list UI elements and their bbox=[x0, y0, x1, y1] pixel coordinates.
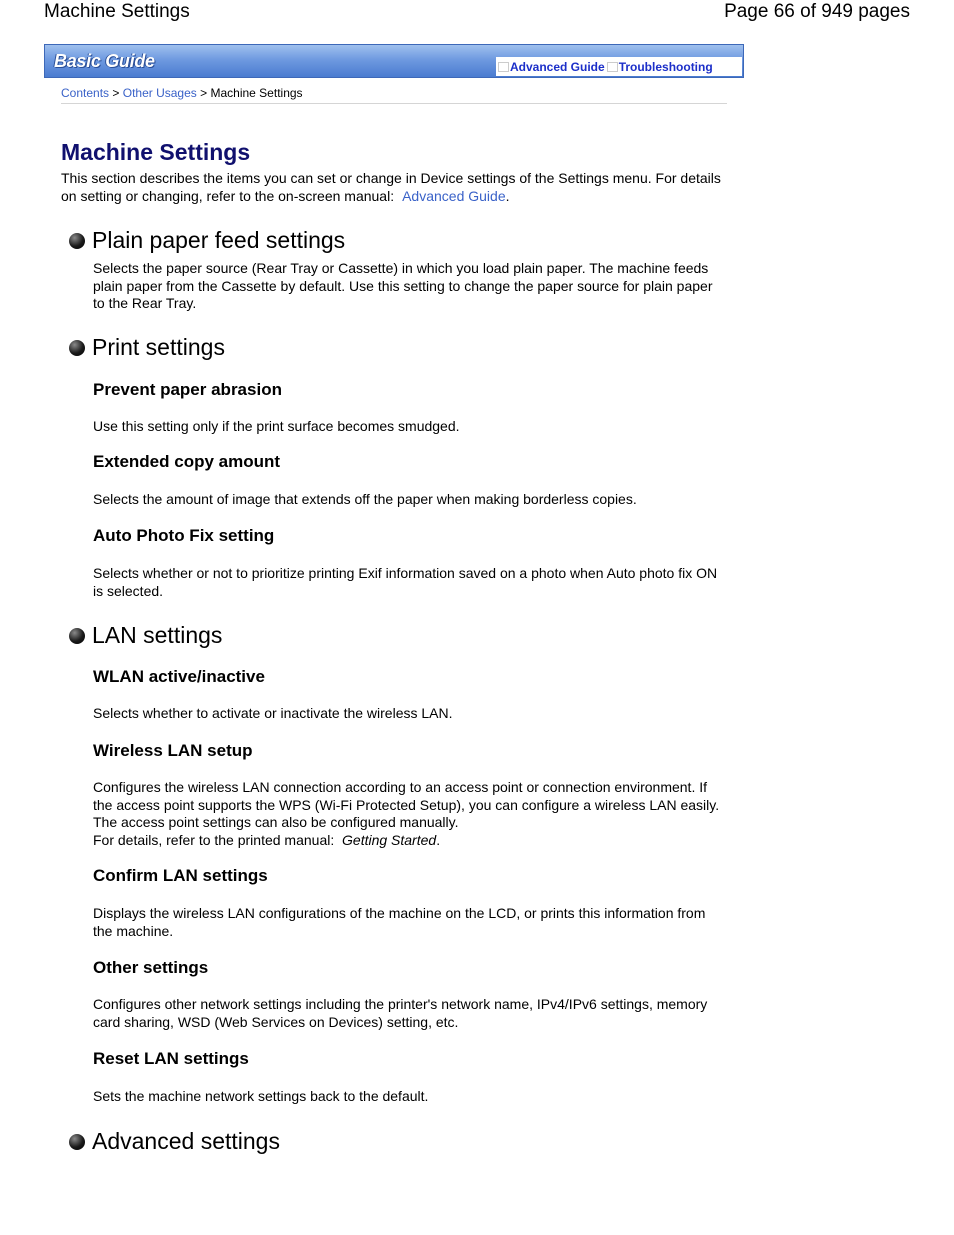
section-title: LAN settings bbox=[92, 622, 223, 648]
subsection-text-end: . bbox=[436, 831, 441, 848]
breadcrumb-current: Machine Settings bbox=[210, 86, 303, 100]
breadcrumb-separator: > bbox=[112, 86, 120, 100]
tab-advanced-guide-label: Advanced Guide bbox=[510, 59, 605, 74]
breadcrumb-contents-link[interactable]: Contents bbox=[61, 86, 110, 100]
subsection-text: Displays the wireless LAN configurations of the machine on the LCD, or prints this information from the machine. bbox=[93, 905, 706, 939]
subsection-text: Selects the amount of image that extends off the paper when making borderless copies. bbox=[93, 491, 637, 507]
intro-paragraph bbox=[61, 170, 721, 205]
bullet-icon bbox=[69, 628, 85, 644]
tab-icon bbox=[607, 62, 618, 72]
divider bbox=[61, 103, 727, 104]
breadcrumb-separator: > bbox=[200, 86, 208, 100]
breadcrumb-other-usages-link[interactable]: Other Usages bbox=[122, 86, 197, 100]
tab-icon bbox=[498, 62, 509, 72]
breadcrumb bbox=[61, 86, 303, 100]
subsection-text: Selects whether to activate or inactivate the wireless LAN. bbox=[93, 705, 453, 721]
subsection-text bbox=[93, 779, 727, 849]
intro-end: . bbox=[505, 187, 510, 204]
section-text: Selects the paper source (Rear Tray or Cassette) in which you load plain paper. The machine feeds plain paper from the Cassette by default. Use this setting to change the paper source for plain paper to the Rear Tray. bbox=[93, 260, 713, 311]
subsection-title: Prevent paper abrasion bbox=[93, 380, 282, 399]
subsection-title: Confirm LAN settings bbox=[93, 866, 268, 885]
subsection-title: Other settings bbox=[93, 958, 209, 977]
section-title: Advanced settings bbox=[92, 1128, 280, 1154]
subsection-title: WLAN active/inactive bbox=[93, 667, 265, 686]
document-title: Machine Settings bbox=[44, 1, 190, 22]
bullet-icon bbox=[69, 233, 85, 249]
subsection-text-main: Configures the wireless LAN connection according to an access point or connection environment. If the access point supports the WPS (Wi-Fi Protected Setup), you can configure a wireless LAN easily. The access point settings can also be configured manually. bbox=[93, 779, 720, 830]
advanced-guide-link[interactable]: Advanced Guide bbox=[402, 187, 506, 204]
basic-guide-logo: Basic Guide bbox=[54, 51, 155, 71]
page-header bbox=[0, 0, 954, 30]
subsection-title: Extended copy amount bbox=[93, 452, 281, 471]
subsection-title: Wireless LAN setup bbox=[93, 741, 253, 760]
section-heading bbox=[69, 622, 222, 649]
subsection-text-ref: For details, refer to the printed manual: bbox=[93, 831, 335, 848]
section-heading bbox=[69, 1128, 280, 1155]
page-count: Page 66 of 949 pages bbox=[724, 1, 910, 22]
subsection-title: Reset LAN settings bbox=[93, 1049, 249, 1068]
subsection-text: Sets the machine network settings back to the default. bbox=[93, 1088, 429, 1104]
section-title: Plain paper feed settings bbox=[92, 227, 346, 253]
guide-banner bbox=[44, 44, 744, 78]
bullet-icon bbox=[69, 1134, 85, 1150]
section-heading bbox=[69, 227, 345, 254]
manual-name: Getting Started bbox=[342, 831, 437, 848]
tab-troubleshooting[interactable] bbox=[607, 60, 713, 74]
tab-troubleshooting-label: Troubleshooting bbox=[618, 59, 713, 74]
intro-text: This section describes the items you can set or change in Device settings of the Settings menu. For details on setting or changing, refer to the on-screen manual: bbox=[61, 170, 721, 204]
page-title: Machine Settings bbox=[61, 139, 251, 165]
subsection-title: Auto Photo Fix setting bbox=[93, 526, 275, 545]
bullet-icon bbox=[69, 340, 85, 356]
subsection-text: Configures other network settings including the printer's network name, IPv4/IPv6 settings, memory card sharing, WSD (Web Services on Devices) setting, etc. bbox=[93, 996, 708, 1030]
section-title: Print settings bbox=[92, 334, 225, 360]
guide-tabs bbox=[496, 57, 742, 76]
subsection-text: Selects whether or not to prioritize printing Exif information saved on a photo when Auto photo fix ON is selected. bbox=[93, 565, 718, 599]
subsection-text: Use this setting only if the print surface becomes smudged. bbox=[93, 418, 460, 434]
section-heading bbox=[69, 334, 225, 361]
tab-advanced-guide[interactable] bbox=[498, 60, 605, 74]
